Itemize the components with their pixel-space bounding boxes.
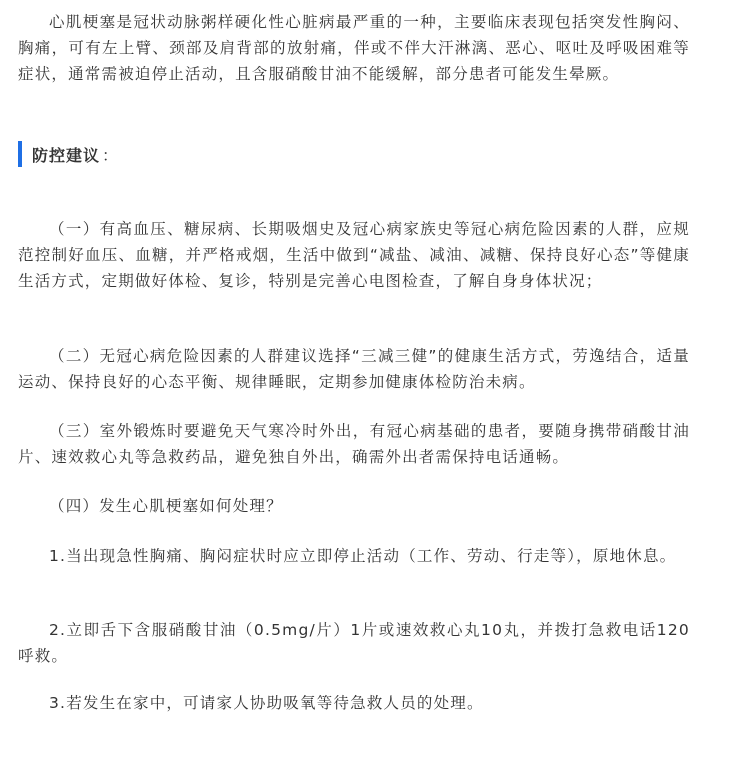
step-3: 3.若发生在家中，可请家人协助吸氧等待急救人员的处理。 xyxy=(49,694,484,712)
advice-item-3: （三）室外锻炼时要避免天气寒冷时外出，有冠心病基础的患者，要随身携带硝酸甘油片、速效救心丸等急救药品，避免独自外出，确需外出者需保持电话通畅。 xyxy=(18,422,690,466)
advice-item-4-question: （四）发生心肌梗塞如何处理？ xyxy=(49,497,283,515)
section-heading-colon: ： xyxy=(102,145,119,165)
advice-item-1: （一）有高血压、糖尿病、长期吸烟史及冠心病家族史等冠心病危险因素的人群，应规范控制好血压、血糖，并严格戒烟，生活中做到“减盐、减油、减糖、保持良好心态”等健康生活方式，定期做好体检、复诊，特别是完善心电图检查，了解自身身体状况； xyxy=(18,220,690,290)
step-2: 2.立即舌下含服硝酸甘油（0.5mg/片）1片或速效救心丸10丸，并拨打急救电话120呼救。 xyxy=(18,621,690,665)
advice-item-2: （二）无冠心病危险因素的人群建议选择“三减三健”的健康生活方式，劳逸结合，适量运动、保持良好的心态平衡、规律睡眠，定期参加健康体检防治未病。 xyxy=(18,347,690,391)
section-heading xyxy=(18,140,118,168)
step-1: 1.当出现急性胸痛、胸闷症状时应立即停止活动（工作、劳动、行走等），原地休息。 xyxy=(49,547,677,565)
heading-accent-bar xyxy=(18,141,22,167)
section-heading-title: 防控建议 xyxy=(32,145,101,165)
intro-paragraph: 心肌梗塞是冠状动脉粥样硬化性心脏病最严重的一种，主要临床表现包括突发性胸闷、胸痛，可有左上臂、颈部及肩背部的放射痛，伴或不伴大汗淋漓、恶心、呕吐及呼吸困难等症状，通常需被迫停止活动，且含服硝酸甘油不能缓解，部分患者可能发生晕厥。 xyxy=(18,13,690,83)
